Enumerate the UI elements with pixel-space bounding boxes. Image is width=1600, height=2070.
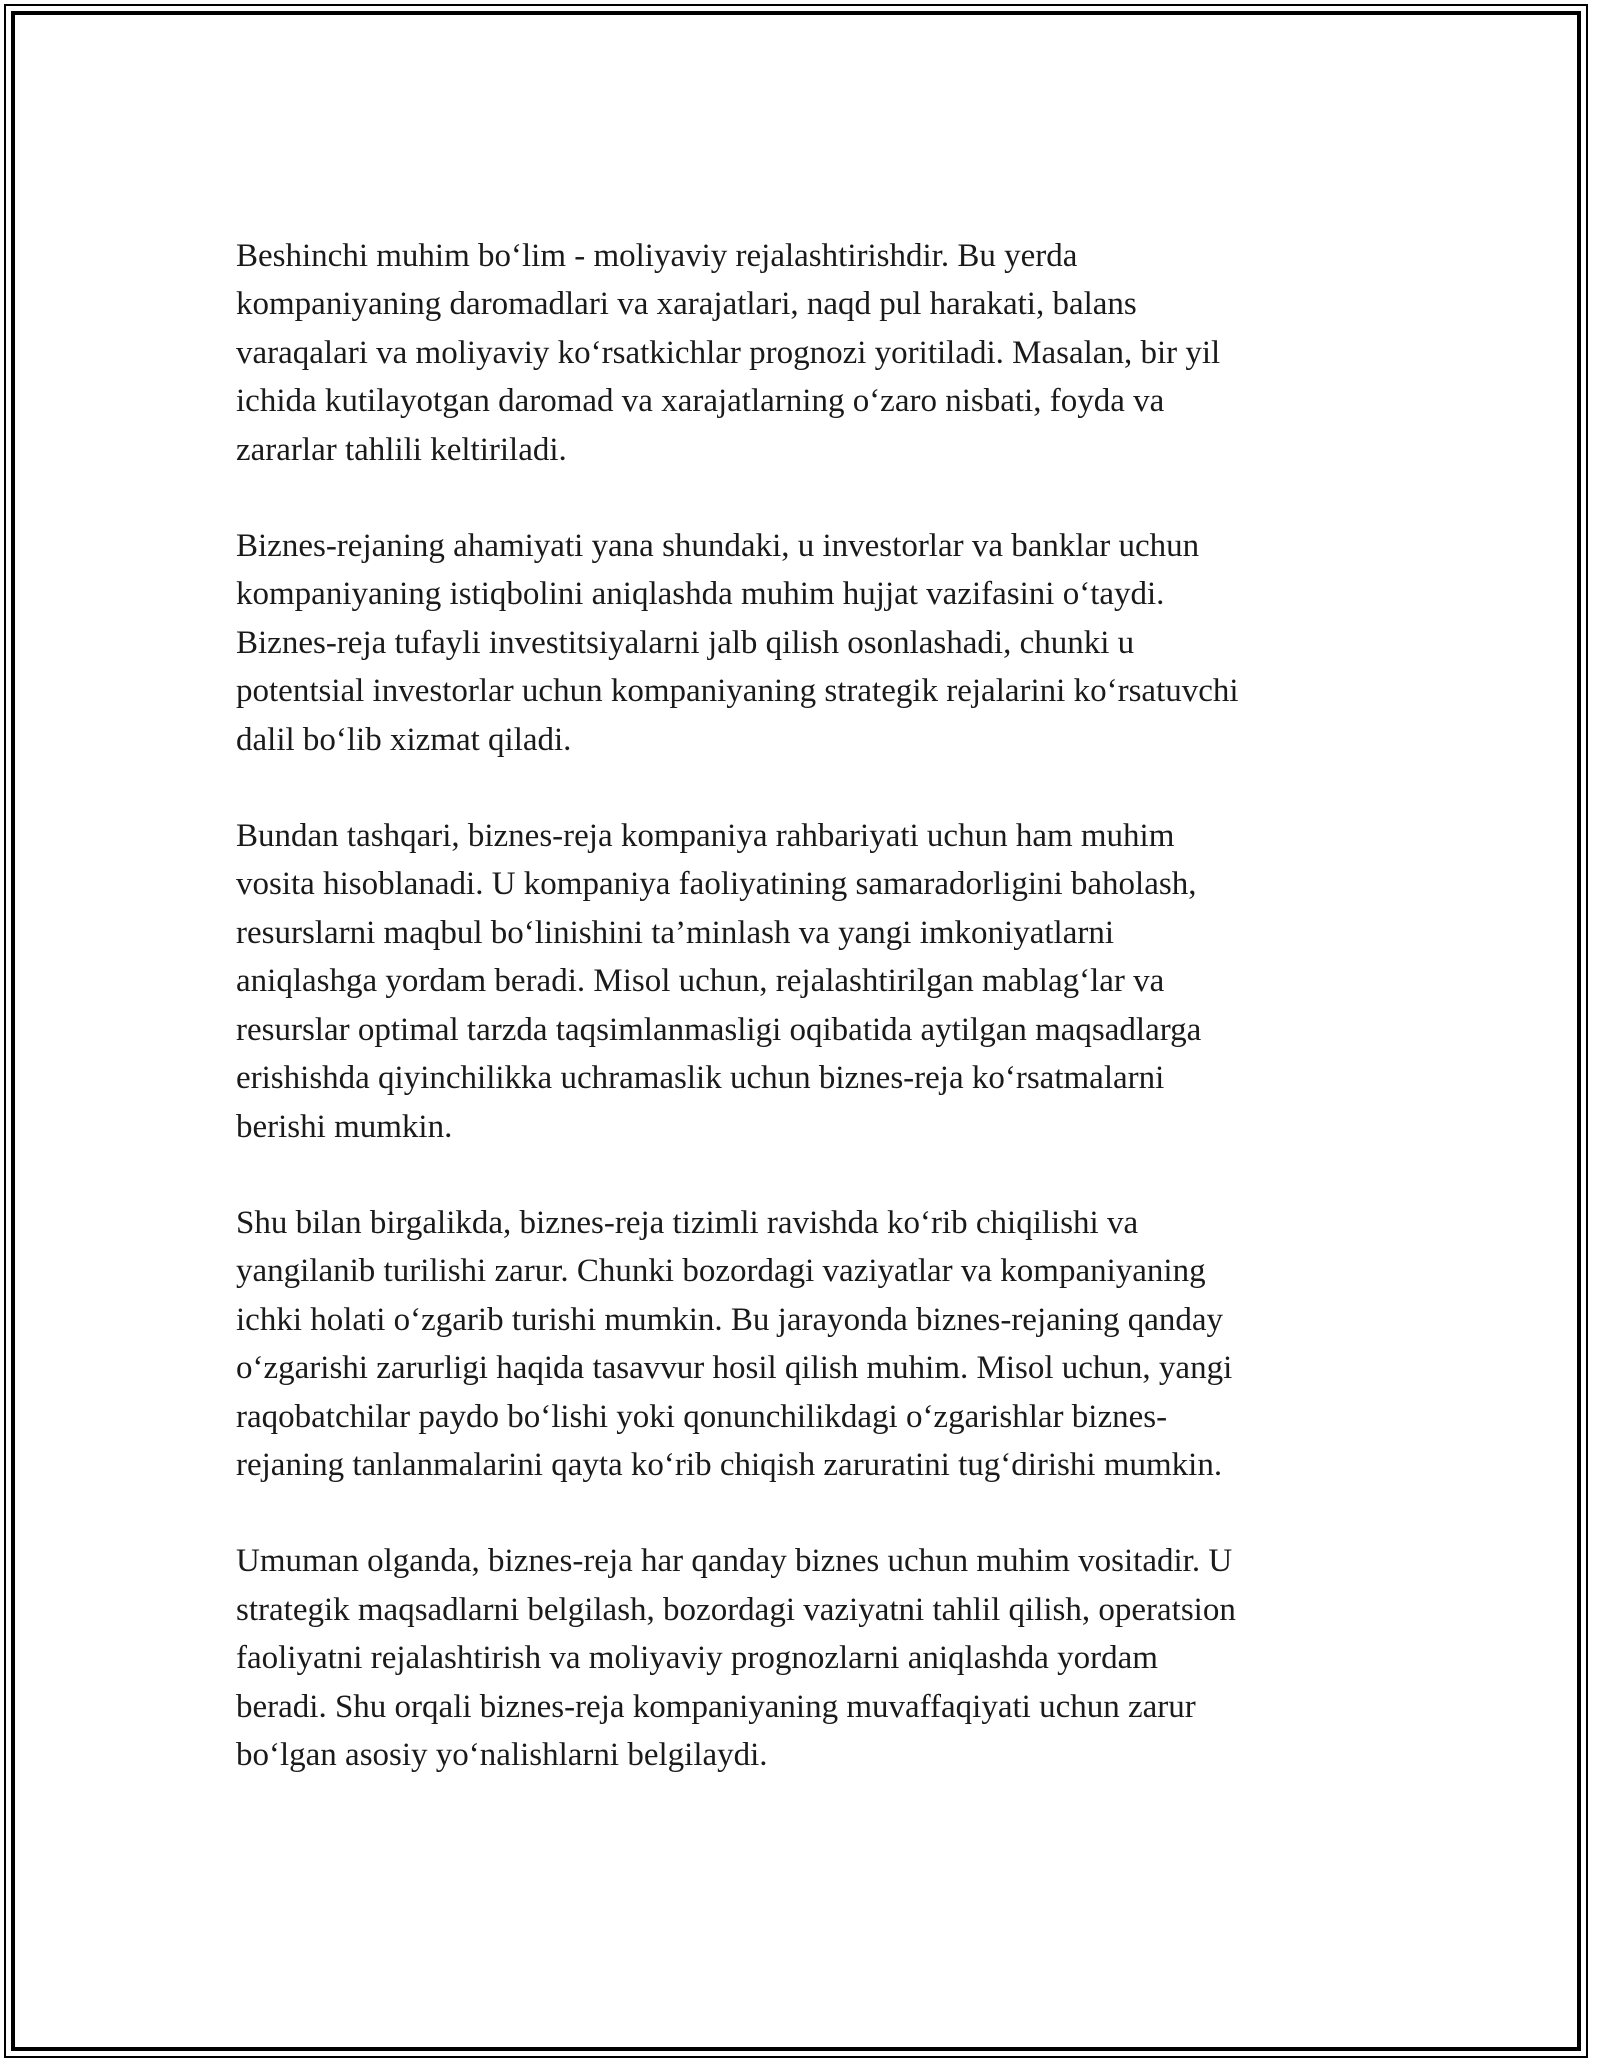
paragraph-conclusion [236,1537,1366,1779]
paragraph-plan-updates [236,1199,1366,1489]
paragraph-financial-planning [236,232,1366,474]
text-line: potentsial investorlar uchun kompaniyaning strategik rejalarini ko‘rsatuvchi [236,673,1239,710]
text-line: Biznes-reja tufayli investitsiyalarni jalb qilish osonlashadi, chunki u [236,624,1135,661]
document-body [236,232,1366,1827]
text-line: kompaniyaning daromadlari va xarajatlari, naqd pul harakati, balans [236,286,1137,323]
text-line: yangilanib turilishi zarur. Chunki bozordagi vaziyatlar va kompaniyaning [236,1253,1206,1290]
text-line: resurslarni maqbul bo‘linishini ta’minlash va yangi imkoniyatlarni [236,914,1114,951]
text-line: varaqalari va moliyaviy ko‘rsatkichlar prognozi yoritiladi. Masalan, bir yil [236,334,1221,371]
text-line: beradi. Shu orqali biznes-reja kompaniyaning muvaffaqiyati uchun zarur [236,1688,1196,1725]
text-line: kompaniyaning istiqbolini aniqlashda muhim hujjat vazifasini o‘taydi. [236,576,1165,613]
text-line: zararlar tahlili keltiriladi. [236,431,567,468]
text-line: erishishda qiyinchilikka uchramaslik uchun biznes-reja ko‘rsatmalarni [236,1060,1165,1097]
text-line: dalil bo‘lib xizmat qiladi. [236,721,572,758]
text-line: resurslar optimal tarzda taqsimlanmasligi oqibatida aytilgan maqsadlarga [236,1011,1202,1048]
text-line: faoliyatni rejalashtirish va moliyaviy prognozlarni aniqlashda yordam [236,1640,1158,1677]
text-line: raqobatchilar paydo bo‘lishi yoki qonunchilikdagi o‘zgarishlar biznes- [236,1398,1168,1435]
text-line: bo‘lgan asosiy yo‘nalishlarni belgilaydi. [236,1736,768,1773]
text-line: strategik maqsadlarni belgilash, bozordagi vaziyatni tahlil qilish, operatsion [236,1591,1236,1628]
text-line: berishi mumkin. [236,1108,453,1145]
text-line: Umuman olganda, biznes-reja har qanday biznes uchun muhim vositadir. U [236,1543,1233,1580]
text-line: Biznes-rejaning ahamiyati yana shundaki, u investorlar va banklar uchun [236,528,1200,565]
text-line: o‘zgarishi zarurligi haqida tasavvur hosil qilish muhim. Misol uchun, yangi [236,1350,1233,1387]
paragraph-management-tool [236,812,1366,1151]
text-line: Bundan tashqari, biznes-reja kompaniya rahbariyati uchun ham muhim [236,818,1175,855]
text-line: rejaning tanlanmalarini qayta ko‘rib chiqish zaruratini tug‘dirishi mumkin. [236,1446,1223,1483]
text-line: Beshinchi muhim bo‘lim - moliyaviy rejalashtirishdir. Bu yerda [236,238,1078,274]
text-line: vosita hisoblanadi. U kompaniya faoliyatining samaradorligini baholash, [236,866,1197,903]
paragraph-business-plan-importance [236,522,1366,764]
text-line: ichida kutilayotgan daromad va xarajatlarning o‘zaro nisbati, foyda va [236,383,1165,420]
text-line: ichki holati o‘zgarib turishi mumkin. Bu jarayonda biznes-rejaning qanday [236,1301,1223,1338]
text-line: aniqlashga yordam beradi. Misol uchun, rejalashtirilgan mablag‘lar va [236,963,1165,1000]
text-line: Shu bilan birgalikda, biznes-reja tizimli ravishda ko‘rib chiqilishi va [236,1204,1139,1241]
